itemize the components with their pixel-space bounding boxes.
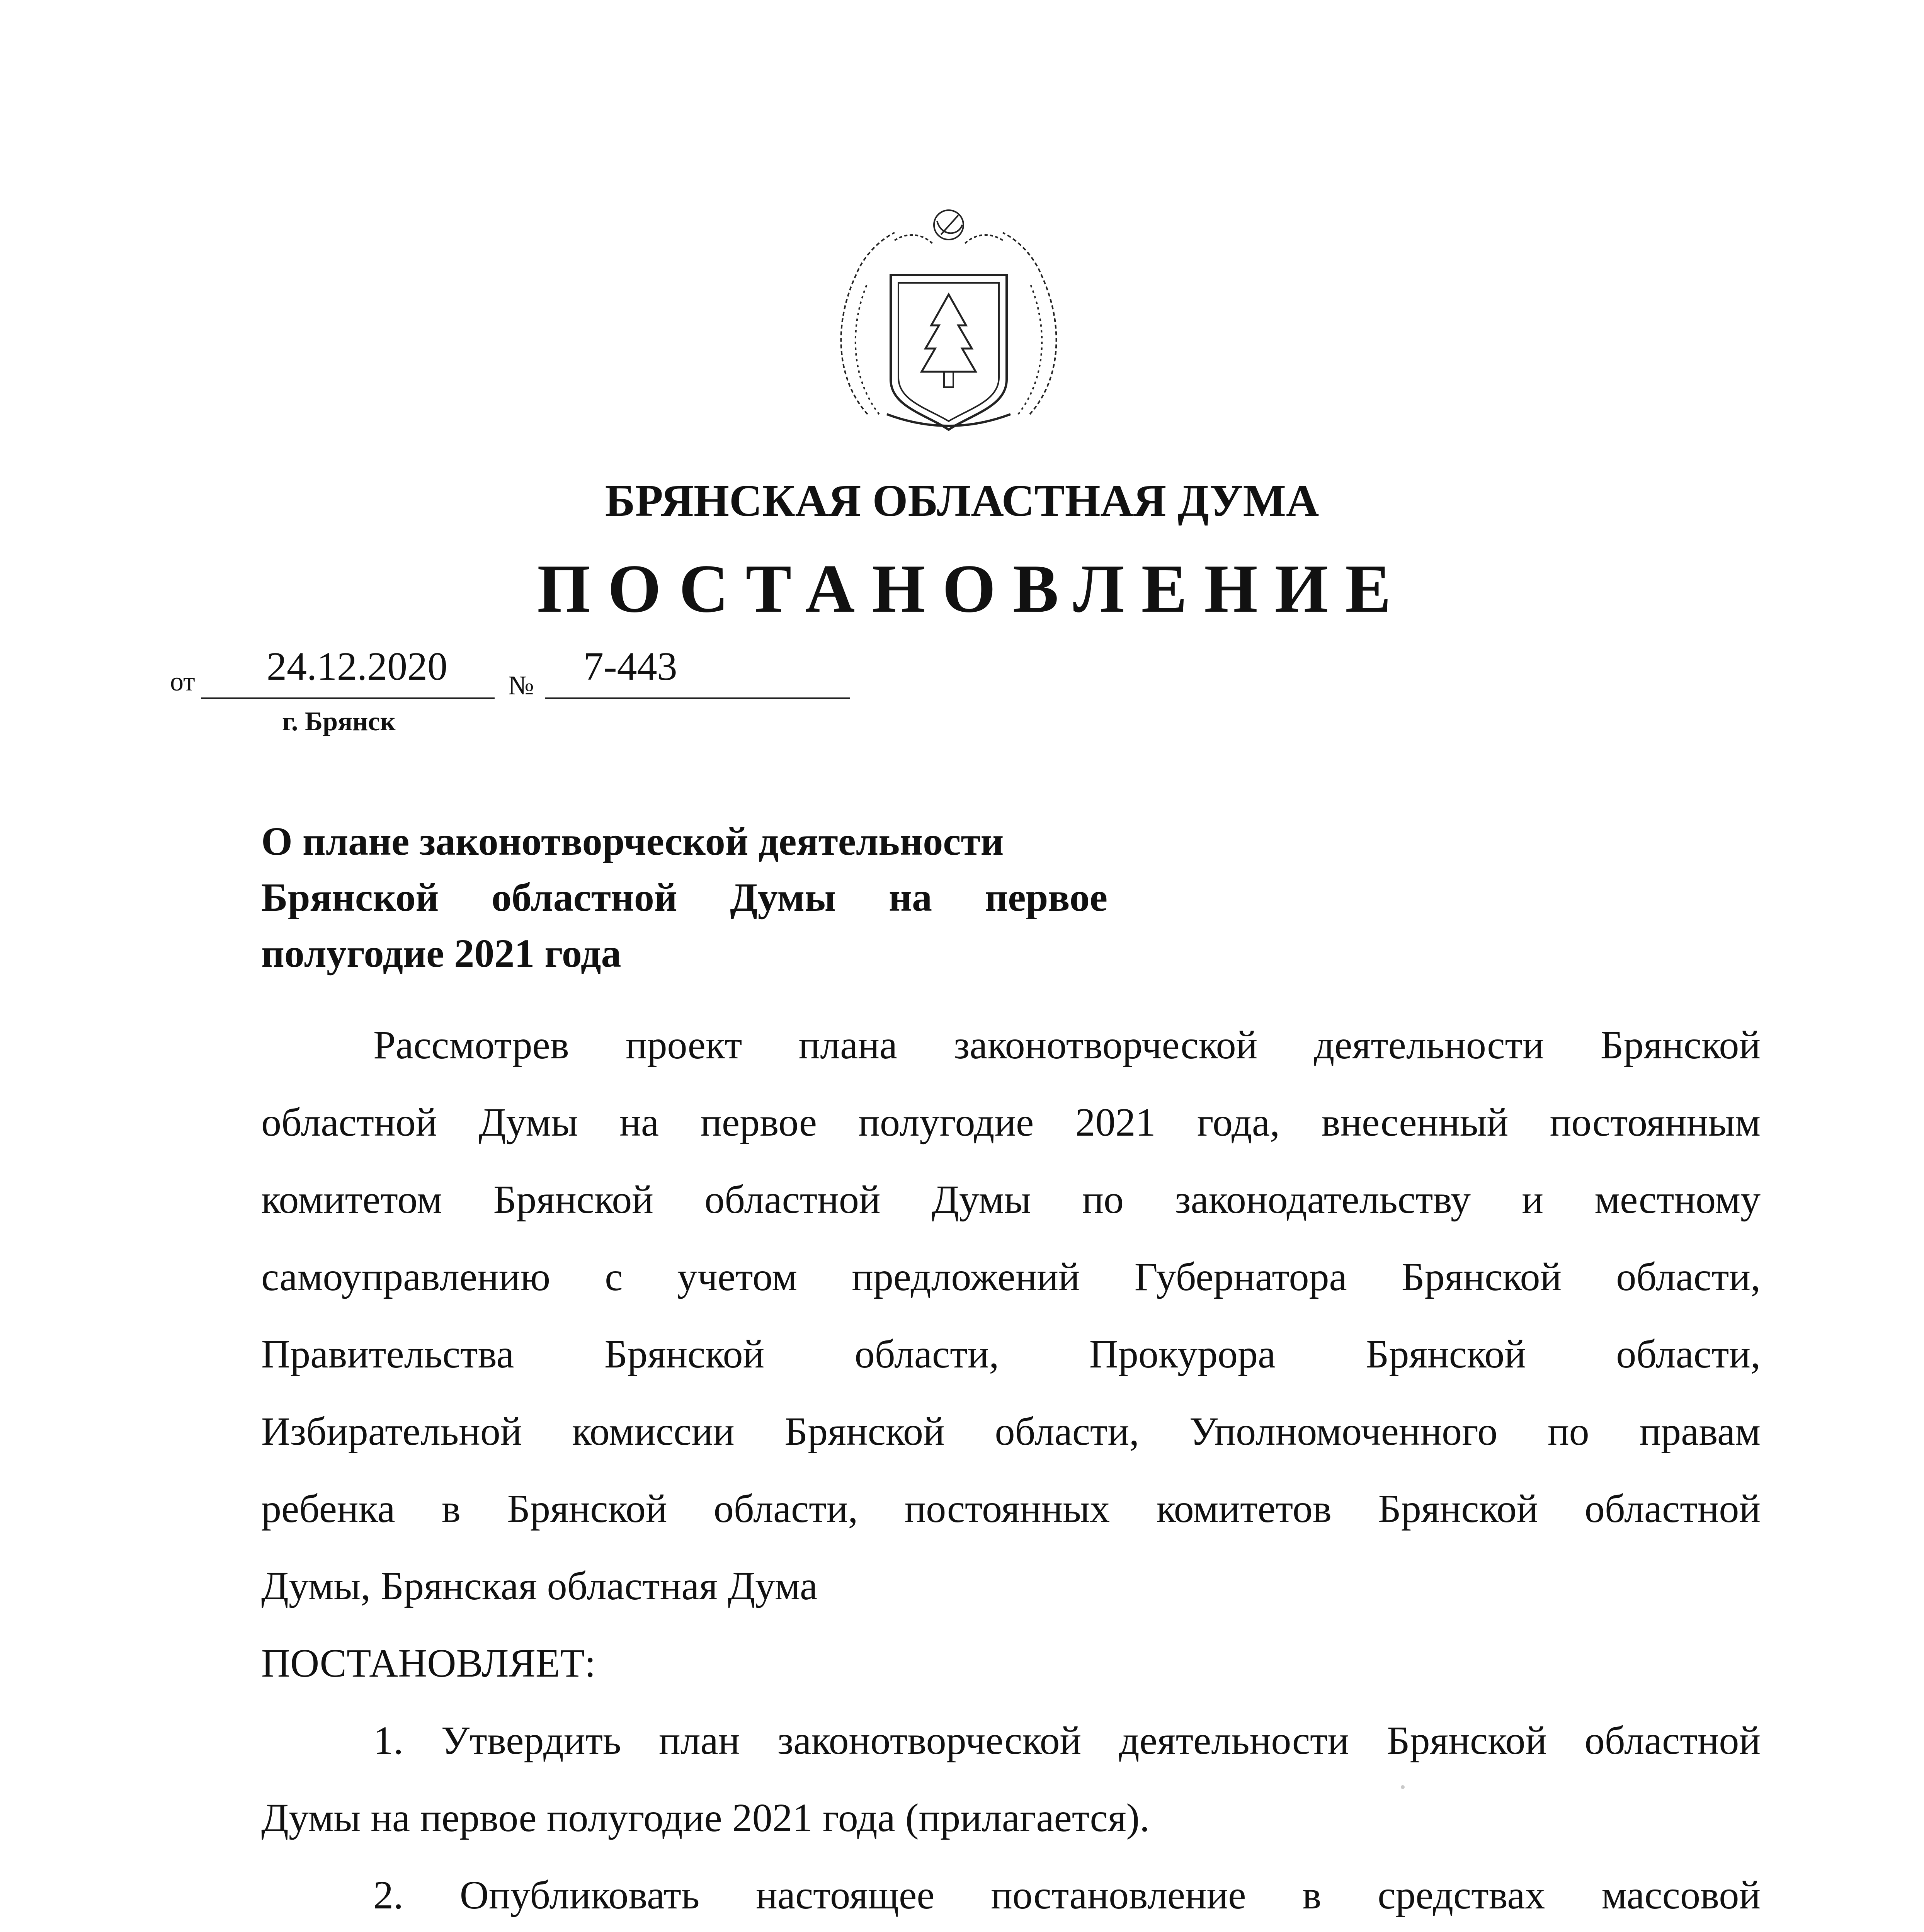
text-line: 2. Опубликовать настоящее постановление в средствах массовой <box>373 1873 1761 1917</box>
text-line: комитетом Брянской областной Думы по законодательству и местному <box>261 1177 1761 1222</box>
city-name: г. Брянск <box>282 707 396 736</box>
text-line: Думы, Брянская областная Дума <box>261 1564 818 1608</box>
organization-title: БРЯНСКАЯ ОБЛАСТНАЯ ДУМА <box>605 475 1319 526</box>
subject-line: О плане законотворческой деятельности <box>261 819 1004 864</box>
document-subject <box>261 813 1107 981</box>
document-type-title: ПОСТАНОВЛЕНИЕ <box>537 550 1408 627</box>
number-underline <box>545 697 850 699</box>
subject-line: Брянской областной Думы на первое <box>261 875 1107 920</box>
number-label: № <box>508 671 534 701</box>
text-line: Думы на первое полугодие 2021 года (прилагается). <box>261 1796 1150 1840</box>
document-date: 24.12.2020 <box>267 644 447 689</box>
text-line: самоуправлению с учетом предложений Губернатора Брянской области, <box>261 1255 1761 1299</box>
text-line: Избирательной комиссии Брянской области, Уполномоченного по правам <box>261 1409 1761 1454</box>
preamble-paragraph <box>261 1007 1761 1932</box>
text-line: областной Думы на первое полугодие 2021 года, внесенный постоянным <box>261 1100 1761 1145</box>
text-line: 1. Утвердить план законотворческой деятельности Брянской областной <box>373 1718 1761 1763</box>
date-underline <box>201 697 495 699</box>
scan-speck <box>1401 1785 1405 1789</box>
resolves-heading: ПОСТАНОВЛЯЕТ: <box>261 1641 596 1685</box>
document-number: 7-443 <box>583 644 677 689</box>
text-line: Правительства Брянской области, Прокурора Брянской области, <box>261 1332 1761 1376</box>
subject-line: полугодие 2021 года <box>261 931 621 976</box>
text-line: ребенка в Брянской области, постоянных комитетов Брянской областной <box>261 1486 1761 1531</box>
text-line: Рассмотрев проект плана законотворческой деятельности Брянской <box>373 1023 1761 1067</box>
date-label: от <box>170 667 195 697</box>
coat-of-arms-emblem <box>821 198 1076 449</box>
